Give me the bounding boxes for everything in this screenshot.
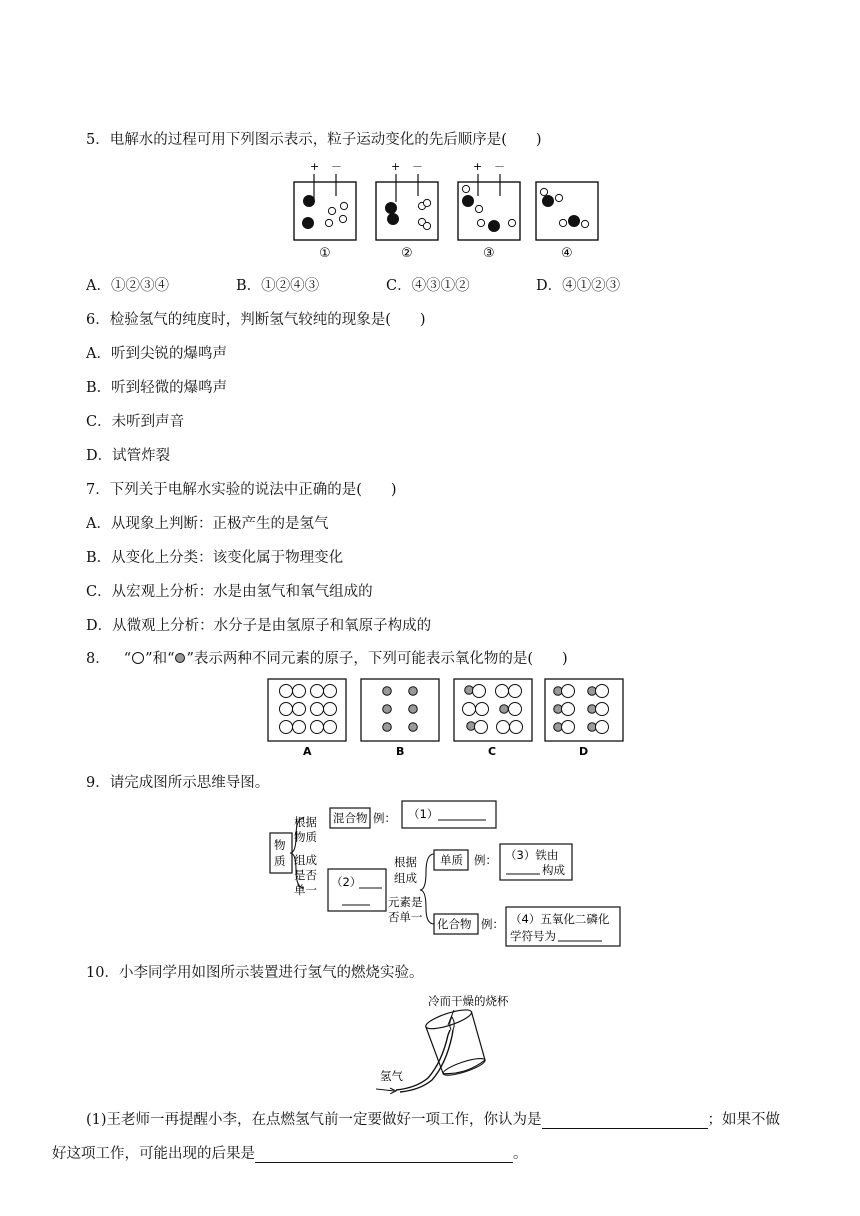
q5-option-c[interactable]: C．④③①② (386, 278, 470, 294)
q5-option-b[interactable]: B．①②④③ (236, 278, 320, 294)
svg-text:例：: 例： (474, 853, 497, 867)
q7-option-c[interactable]: C．从宏观上分析：水是由氢气和氧气组成的 (86, 584, 373, 600)
q8-stem-mid: ”和“ (145, 651, 175, 667)
svg-text:学符号为: 学符号为 (510, 929, 556, 943)
svg-text:单质: 单质 (440, 853, 463, 867)
q10-answer-blank-2[interactable] (255, 1146, 513, 1163)
q8-figure (266, 676, 626, 760)
svg-text:元素是: 元素是 (388, 895, 423, 909)
q9-stem: 9．请完成图所示思维导图。 (86, 775, 270, 791)
svg-text:（1）: （1） (408, 807, 439, 821)
q10-sub1-text-a: (1)王老师一再提醒小李，在点燃氢气前一定要做好一项工作，你认为是 (86, 1112, 542, 1128)
svg-text:混合物: 混合物 (333, 811, 368, 825)
svg-text:组成: 组成 (394, 871, 417, 885)
svg-text:单一: 单一 (294, 883, 317, 897)
mind-map (268, 796, 628, 950)
svg-text:否单一: 否单一 (388, 910, 423, 924)
svg-text:④: ④ (561, 246, 573, 261)
hydrogen-burning-figure (372, 990, 532, 1094)
q8-number: 8． (86, 651, 110, 667)
svg-text:（4）五氧化二磷化: （4）五氧化二磷化 (510, 912, 610, 926)
svg-text:A: A (303, 745, 312, 758)
svg-text:物质: 物质 (294, 830, 317, 844)
electrolysis-panel-2 (376, 160, 438, 261)
svg-text:氢气: 氢气 (380, 1069, 403, 1083)
q6-option-d[interactable]: D．试管炸裂 (86, 448, 171, 464)
q7-option-a[interactable]: A．从现象上判断：正极产生的是氢气 (86, 516, 329, 532)
q10-sub1-line2 (52, 1142, 528, 1163)
q8-panel-a (268, 679, 346, 758)
white-atom-icon (131, 651, 145, 665)
q8-panel-c (454, 679, 532, 758)
q10-sub1-text-c: 好这项工作，可能出现的后果是 (52, 1146, 255, 1162)
q5-options (86, 274, 620, 295)
svg-text:－: － (412, 160, 423, 173)
q10-stem: 10．小李同学用如图所示装置进行氢气的燃烧实验。 (86, 965, 424, 981)
electrolysis-figure (280, 156, 610, 264)
svg-text:根据: 根据 (294, 815, 317, 829)
svg-text:C: C (488, 745, 497, 758)
q8-panel-b (361, 679, 439, 758)
q7-option-b[interactable]: B．从变化上分类：该变化属于物理变化 (86, 550, 344, 566)
svg-text:冷而干燥的烧杯: 冷而干燥的烧杯 (428, 994, 509, 1008)
q6-option-c[interactable]: C．未听到声音 (86, 414, 185, 430)
q10-sub1-end: 。 (513, 1146, 528, 1162)
svg-text:（2）: （2） (331, 875, 362, 889)
svg-text:③: ③ (483, 246, 495, 261)
q8-stem (86, 647, 568, 668)
svg-text:物: 物 (274, 838, 286, 852)
q5-stem: 5．电解水的过程可用下列图示表示，粒子运动变化的先后顺序是( ) (86, 132, 542, 148)
svg-text:质: 质 (274, 854, 286, 868)
q7-stem: 7．下列关于电解水实验的说法中正确的是( ) (86, 482, 397, 498)
svg-text:①: ① (319, 246, 331, 261)
q7-option-d[interactable]: D．从微观上分析：水分子是由氢原子和氧原子构成的 (86, 618, 432, 634)
q8-panel-d (545, 679, 623, 758)
q5-option-a[interactable]: A．①②③④ (86, 278, 169, 294)
svg-text:－: － (331, 160, 342, 173)
q10-sub1-text-b: ；如果不做 (707, 1112, 781, 1128)
q8-quote-open: “ (123, 651, 132, 667)
svg-text:B: B (396, 745, 405, 758)
electrolysis-panel-1 (294, 160, 356, 261)
svg-text:构成: 构成 (542, 863, 565, 877)
q10-answer-blank-1[interactable] (542, 1112, 708, 1129)
q6-option-a[interactable]: A．听到尖锐的爆鸣声 (86, 346, 227, 362)
svg-text:是否: 是否 (294, 868, 317, 882)
svg-text:－: － (494, 160, 505, 173)
q6-option-b[interactable]: B．听到轻微的爆鸣声 (86, 380, 228, 396)
q6-stem: 6．检验氢气的纯度时，判断氢气较纯的现象是( ) (86, 312, 426, 328)
q10-sub1-line1 (86, 1108, 780, 1129)
svg-text:+: + (391, 160, 401, 173)
svg-text:例：: 例： (481, 917, 504, 931)
svg-text:（3）铁由: （3）铁由 (505, 848, 559, 862)
svg-text:组成: 组成 (294, 853, 317, 867)
svg-text:化合物: 化合物 (437, 917, 472, 931)
electrolysis-panel-3 (458, 160, 520, 261)
svg-text:例：: 例： (373, 811, 396, 825)
svg-text:D: D (579, 745, 589, 758)
electrolysis-panel-4 (536, 182, 598, 261)
gray-atom-icon (174, 651, 186, 665)
q5-option-d[interactable]: D．④①②③ (536, 278, 621, 294)
svg-text:+: + (310, 160, 320, 173)
svg-text:②: ② (401, 246, 413, 261)
svg-text:+: + (473, 160, 483, 173)
q8-stem-end: ”表示两种不同元素的原子，下列可能表示氧化物的是( ) (186, 651, 568, 667)
svg-text:根据: 根据 (394, 855, 417, 869)
